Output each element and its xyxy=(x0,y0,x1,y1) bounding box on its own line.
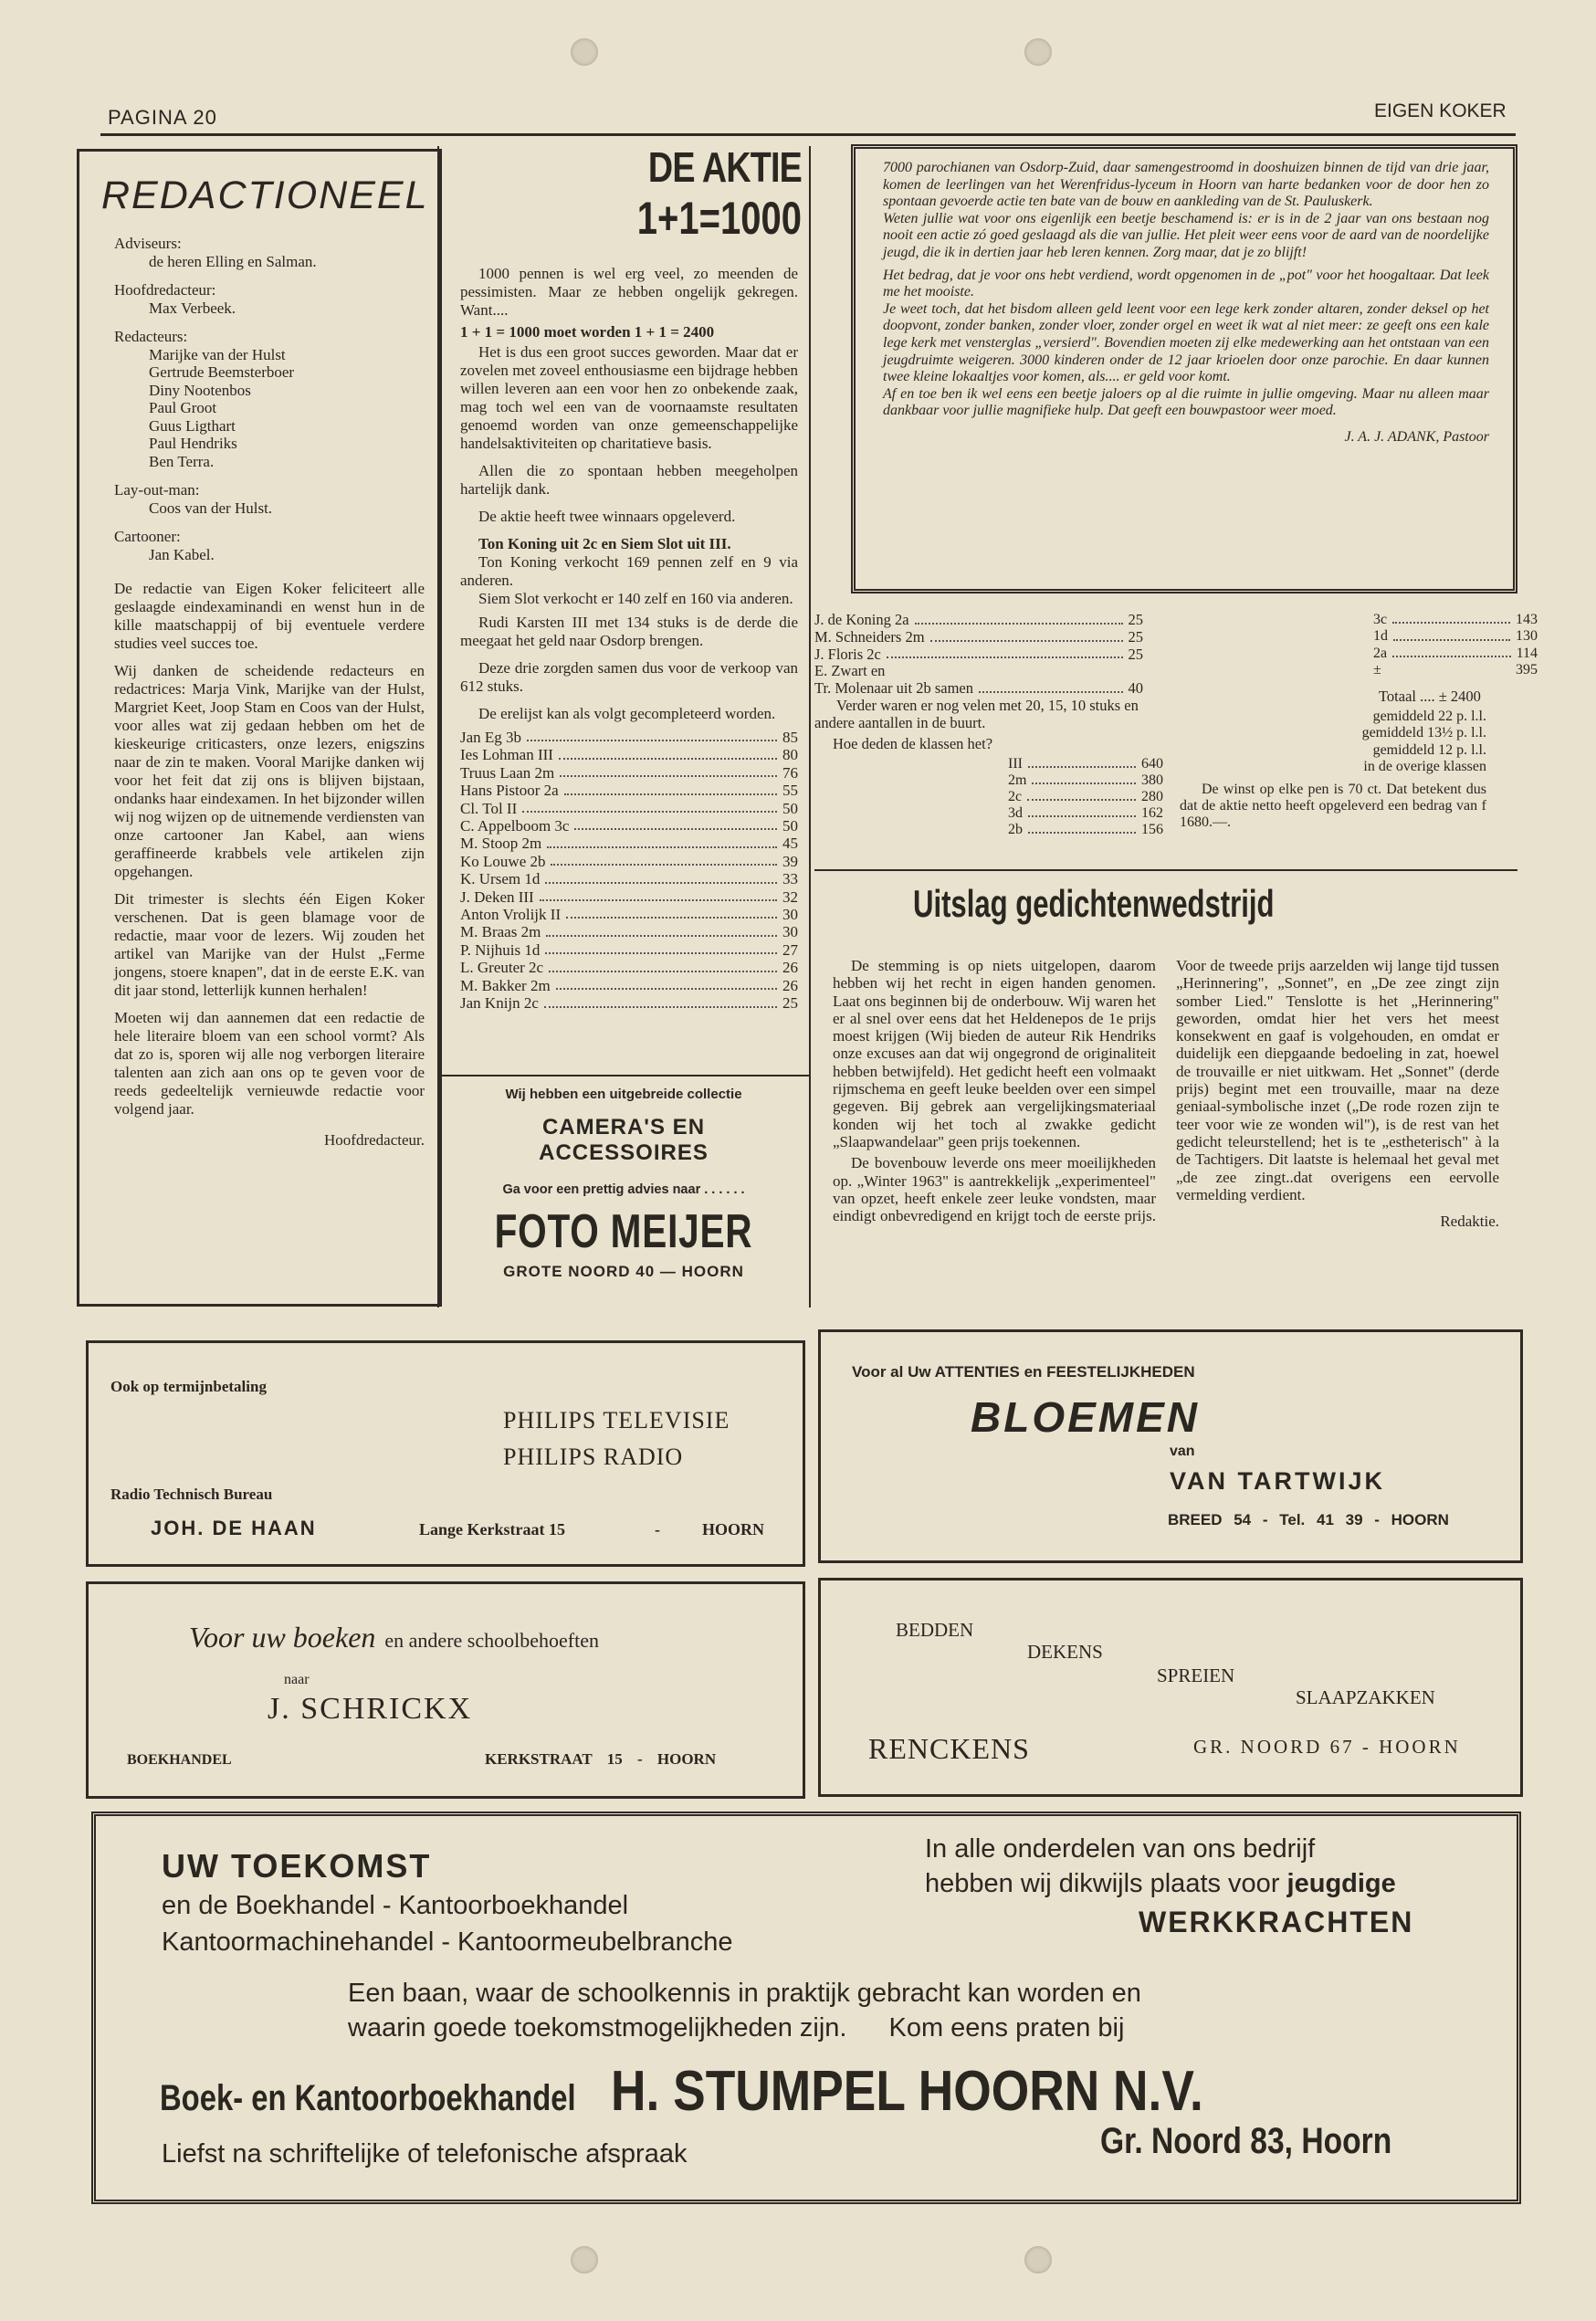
aktie-paragraph: Ton Koning verkocht 169 pennen zelf en 9 via anderen. xyxy=(460,553,798,589)
klas-row: 2b 156 xyxy=(1008,822,1163,838)
boeken-naar: naar xyxy=(284,1672,310,1687)
punch-hole xyxy=(571,2246,598,2274)
redacteurs-label: Redacteurs: xyxy=(114,328,188,345)
stumpel-l3: Kantoormachinehandel - Kantoormeubelbranche xyxy=(162,1927,733,1957)
punch-hole xyxy=(571,38,598,66)
klas-row: 2m 380 xyxy=(1008,772,1163,789)
erelijst xyxy=(460,729,798,1013)
stumpel-r3: WERKKRACHTEN xyxy=(1139,1906,1414,1938)
boeken-sub: en andere schoolbehoeften xyxy=(384,1629,599,1652)
column-rule xyxy=(809,146,811,1308)
aktie-subtitle: 1+1=1000 xyxy=(636,193,802,244)
redacteur: Paul Groot xyxy=(149,399,217,416)
klas-row: ± 395 xyxy=(1373,662,1538,678)
erelijst-row: Truus Laan 2m 76 xyxy=(460,763,798,782)
klas-row: 1d 130 xyxy=(1373,628,1538,645)
stumpel-r2: hebben wij dikwijls plaats voor jeugdige xyxy=(925,1869,1396,1898)
camera-line: CAMERA'S EN xyxy=(541,1115,706,1139)
gemiddeld: gemiddeld 12 p. l.l. xyxy=(1372,741,1486,758)
cartooner-label: Cartooner: xyxy=(114,528,181,545)
pastor-paragraph: Het bedrag, dat je voor ons hebt verdiend, wordt opgenomen in de „pot" voor het hoogaltaar. Dat leek me het mooiste. xyxy=(883,267,1489,300)
aktie-winners: Ton Koning uit 2c en Siem Slot uit III. xyxy=(478,535,731,552)
stumpel-big2: H. STUMPEL HOORN N.V. xyxy=(610,2060,1203,2123)
erelijst-row: K. Ursem 1d 33 xyxy=(460,870,798,888)
boeken-line xyxy=(189,1621,599,1654)
redactioneel-title: REDACTIONEEL xyxy=(101,173,429,217)
redactioneel-paragraph: Moeten wij dan aannemen dat een redactie de hele literaire bloem van een school vormt? Als dat zo is, sporen wij alle nog verborgen literaire talenten aan zich aan ons op te geven voor de reeds gedeeltelijk vernieuwde redactie voor volgend jaar. xyxy=(114,1009,425,1118)
erelijst-row: J. de Koning 2a 25 xyxy=(814,611,1143,628)
erelijst-row: Ies Lohman III 80 xyxy=(460,746,798,764)
aktie-paragraph: 1000 pennen is wel erg veel, zo meenden de pessimisten. Maar ze hebben ongelijk gekregen. Want.... xyxy=(460,265,798,319)
aktie-paragraph: Het is dus een groot succes geworden. Maar dat er zovelen met zoveel enthousiasme een bijdrage hebben willen leveren aan een voor hen zo onbekende zaak, mag toch wel een van de voornaamste resultaten genoemd worden van onze gemeenschappelijke handelsaktiviteiten op charitatieve basis. xyxy=(460,343,798,452)
redacteur: Gertrude Beemsterboer xyxy=(149,363,295,381)
uitslag-signature: Redaktie. xyxy=(1440,1213,1499,1231)
gemiddeld: gemiddeld 13½ p. l.l. xyxy=(1361,725,1486,741)
aktie-paragraph: Deze drie zorgden samen dus voor de verkoop van 612 stuks. xyxy=(460,659,798,695)
klas-row: 2a 114 xyxy=(1373,645,1538,661)
hoofdredacteur: Max Verbeek. xyxy=(149,299,236,317)
erelijst-row: J. Floris 2c 25 xyxy=(814,645,1143,663)
stumpel-big xyxy=(160,2059,1299,2124)
klas-row: III 640 xyxy=(1008,756,1163,772)
bloemen-big: BLOEMEN xyxy=(971,1393,1200,1441)
aktie-title: DE AKTIE xyxy=(647,143,802,191)
erelijst-row: Anton Vrolijk II 30 xyxy=(460,906,798,924)
cartooner: Jan Kabel. xyxy=(149,545,215,563)
stumpel-b1: Liefst na schriftelijke of telefonische afspraak xyxy=(162,2139,688,2169)
uitslag-paragraph: De bovenbouw leverde ons meer moeilijkheden op. „Winter 1963" is aantrekkelijk „experimenteel" van opzet, heeft enkele zeer leuke vondsten, maar eindigt onbevredigend en krijgt toch de eerste prijs. Voor de tweede prijs aarzelden wij lange tijd tussen „Herinnering", „Sonnet", en „De zee zingt zijn somber Lied." Tenslotte is het „Herinnering" geworden, omdat hier het vers het meest konsekwent en gaaf is volgehouden, en omdat er duidelijk een diepgaande bedoeling in zat, hoewel de trouvaille er niet uitkwam. Het „Sonnet" (derde prijs) begint met een trouvaille, maar na deze geniaal-symbolische inzet („De rode rozen zijn te teer voor wie ze wonden wil"), is de rest van het gedicht teleurstellend; het is te „estheterisch" à la de Tachtigers. Dit laatste is helemaal het geval met „de zee zingt..dat overigens een eervolle vermelding verdient. xyxy=(833,957,1499,1225)
philips-bureau: Radio Technisch Bureau xyxy=(110,1486,273,1503)
ad-j-schrickx xyxy=(86,1581,805,1799)
philips-line: PHILIPS RADIO xyxy=(503,1444,684,1470)
pastor-paragraph: Af en toe ben ik wel eens een beetje jaloers op al die ruimte in jullie omgeving. Maar nu alleen maar dankbaar voor jullie magnifieke hulp. Dat geeft een bouwpastoor weer moed. xyxy=(883,385,1489,419)
boeken-name: J. SCHRICKX xyxy=(268,1692,473,1726)
gemiddeld: gemiddeld 22 p. l.l. xyxy=(1372,709,1486,725)
totaal: Totaal .... ± 2400 xyxy=(1379,687,1481,705)
aktie-continuation xyxy=(814,611,1163,838)
bloemen-name: VAN TARTWIJK xyxy=(1170,1467,1385,1495)
bloemen-address: BREED 54 - Tel. 41 39 - HOORN xyxy=(1168,1511,1449,1528)
paper-name: EIGEN KOKER xyxy=(1374,100,1507,121)
winst: De winst op elke pen is 70 ct. Dat betekent dus dat de aktie netto heeft opgeleverd een bedrag van f 1680.—. xyxy=(1180,781,1486,831)
redactioneel-paragraph: Wij danken de scheidende redacteurs en redactrices: Marja Vink, Marijke van der Hulst, Margriet Keet, Joop Stam en Coos van der Hulst, voor alles wat zij gedaan hebben om het de kieskeurige criticasters, onze lezers, enigszins naar de zin te maken. Vooral Marijke danken wij voor het feit dat zij ons is blijven bijstaan, ondanks haar eindexamen. In het bijzonder willen wij nog wijzen op de uitnemende verdiensten van onze cartooner Jan Kabel, aan wiens geraffineerde krabbels vele artikelen zijn opgehangen. xyxy=(114,662,425,880)
aktie-column xyxy=(446,137,802,1013)
erelijst-row: P. Nijhuis 1d 27 xyxy=(460,940,798,959)
klas-row: 3d 162 xyxy=(1008,805,1163,822)
renckens-word: SLAAPZAKKEN xyxy=(1296,1686,1435,1708)
boeken-main: Voor uw boeken xyxy=(189,1621,376,1654)
page-number: PAGINA 20 xyxy=(108,106,217,129)
klas-row: 2c 280 xyxy=(1008,789,1163,805)
stumpel-m2b: Kom eens praten bij xyxy=(888,2013,1125,2043)
aktie-paragraph: De aktie heeft twee winnaars opgeleverd. xyxy=(478,508,736,525)
aktie-paragraph: De erelijst kan als volgt gecompleteerd worden. xyxy=(478,705,776,722)
renckens-word: SPREIEN xyxy=(1157,1665,1235,1686)
uitslag-title: Uitslag gedichtenwedstrijd xyxy=(913,882,1275,925)
boeken-right: KERKSTRAAT 15 - HOORN xyxy=(485,1750,717,1768)
column-rule xyxy=(437,146,439,1308)
boeken-left: BOEKHANDEL xyxy=(127,1752,232,1768)
aktie-verder: Verder waren er nog velen met 20, 15, 10 stuks en andere aantallen in de buurt. xyxy=(814,696,1139,731)
punch-hole xyxy=(1024,2246,1052,2274)
camera-address: GROTE NOORD 40 — HOORN xyxy=(503,1263,744,1280)
klassen-question: Hoe deden de klassen het? xyxy=(833,734,993,752)
erelijst-row: C. Appelboom 3c 50 xyxy=(460,817,798,835)
renckens-address: GR. NOORD 67 - HOORN xyxy=(1193,1736,1461,1758)
renckens-word: BEDDEN xyxy=(896,1619,974,1641)
erelijst-row: M. Schneiders 2m 25 xyxy=(814,627,1143,646)
pastor-paragraph: 7000 parochianen van Osdorp-Zuid, daar samengestroomd in dooshuizen binnen de tijd van drie jaar, komen de leerlingen van het Werenfridus-lyceum in Hoorn van harte bedanken voor de door hen zo spontaan gevoerde actie ten bate van de bouw en aankleding van de St. Pauluskerk. xyxy=(883,160,1489,210)
stumpel-r1: In alle onderdelen van ons bedrijf xyxy=(925,1834,1316,1864)
layout-label: Lay-out-man: xyxy=(114,481,200,499)
stumpel-l2: en de Boekhandel - Kantoorboekhandel xyxy=(162,1891,629,1920)
redacteur: Guus Ligthart xyxy=(149,416,236,435)
ad-renckens xyxy=(818,1578,1523,1797)
erelijst-row: M. Stoop 2m 45 xyxy=(460,835,798,853)
ad-stumpel xyxy=(91,1812,1521,2204)
philips-address: Lange Kerkstraat 15 xyxy=(419,1520,565,1539)
erelijst-row: Ko Louwe 2b 39 xyxy=(460,852,798,870)
adviseurs: de heren Elling en Salman. xyxy=(149,252,317,270)
camera-line: ACCESSOIRES xyxy=(539,1140,709,1165)
uitslag-rule xyxy=(814,869,1517,871)
erelijst-row: J. Deken III 32 xyxy=(460,887,798,906)
ad-foto-meijer xyxy=(442,1087,805,1281)
aktie-totals xyxy=(1180,612,1538,832)
stumpel-m1: Een baan, waar de schoolkennis in praktijk gebracht kan worden en xyxy=(348,1979,1141,2008)
bloemen-top: Voor al Uw ATTENTIES en FEESTELIJKHEDEN xyxy=(852,1363,1195,1381)
pastor-letter-box xyxy=(851,144,1517,593)
stumpel-b2: Gr. Noord 83, Hoorn xyxy=(1100,2121,1392,2161)
erelijst-row: Jan Knijn 2c 25 xyxy=(460,994,798,1013)
pastor-paragraph: Je weet toch, dat het bisdom alleen geld leent voor een lege kerk zonder altaren, zonder deksel op het doopvont, zonder banken, zonder vloer, zonder orgel en weet ik wat al niet meer: ze geeft ons een kale lege kerk met vensterglas „versierd". Bovendien moeten zij elke medewerking aan het ontstaan van een jeugdruimte weigeren. 3000 kinderen onder de 12 jaar krioelen door onze parochie. En daar kunnen twee kleine lokaaltjes voor komen, als.... er geld voor komt. xyxy=(883,300,1489,385)
foto-meijer-name: FOTO MEIJER xyxy=(494,1205,753,1258)
renckens-word: DEKENS xyxy=(1027,1641,1103,1663)
redacteur: Diny Nootenbos xyxy=(149,381,251,399)
erelijst-row: L. Greuter 2c 26 xyxy=(460,959,798,977)
camera-line: Wij hebben een uitgebreide collectie xyxy=(505,1087,742,1102)
philips-name: JOH. DE HAAN xyxy=(151,1517,317,1539)
erelijst-row: M. Bakker 2m 26 xyxy=(460,976,798,994)
pastor-paragraph: Weten jullie wat voor ons eigenlijk een beetje beschamend is: er is in de 2 jaar van ons bestaan nog nooit een actie zó goed geslaagd als die van jullie. Het pleit weer eens voor de aard van de noordelijke jeugd, die ik in dertien jaar heb leren kennen. Zorg maar, dat je zo blijft! xyxy=(883,210,1489,260)
aktie-formula: 1 + 1 = 1000 moet worden 1 + 1 = 2400 xyxy=(460,323,715,341)
erelijst-row: Cl. Tol II 50 xyxy=(460,799,798,817)
camera-line: Ga voor een prettig advies naar . . . . . . xyxy=(502,1182,745,1197)
philips-top: Ook op termijnbetaling xyxy=(110,1378,267,1395)
ad-joh-de-haan xyxy=(86,1340,805,1567)
erelijst-row: Hans Pistoor 2a 55 xyxy=(460,782,798,800)
adviseurs-label: Adviseurs: xyxy=(114,235,182,252)
redacteur: Marijke van der Hulst xyxy=(149,345,286,363)
layout-man: Coos van der Hulst. xyxy=(149,499,273,517)
redactioneel-signature: Hoofdredacteur. xyxy=(324,1131,425,1149)
aktie-paragraph: Siem Slot verkocht er 140 zelf en 160 via anderen. xyxy=(478,590,793,607)
klas-row: 3c 143 xyxy=(1373,612,1538,627)
philips-city: HOORN xyxy=(702,1520,765,1539)
redactioneel-paragraph: De redactie van Eigen Koker feliciteert alle geslaagde eindexaminandi en wenst hun in de kille maatschappij of bij eventuele verdere studies veel succes toe. xyxy=(114,580,425,652)
ad-van-tartwijk xyxy=(818,1329,1523,1563)
uitslag-paragraph: De stemming is op niets uitgelopen, daarom hebben wij het recht in eigen handen genomen. Laat ons beginnen bij de onderbouw. Wij waren het er al snel over eens dat het Heldenepos de 1e prijs moest krijgen (Wij bieden de auteur Rik Hendriks onze excuses aan dat wij ongegrond de originaliteit hebben betwijfeld). Het gedicht heeft een volmaakt rijmschema en geeft leuke beelden over een simpel gegeven. Bij gebrek aan vergelijkingsmateriaal konden wij het toch al zwakke gedicht „Slaapwandelaar" geen prijs toekennen. xyxy=(833,957,1156,1150)
bloemen-van: van xyxy=(1170,1444,1195,1459)
uitslag-text xyxy=(833,957,1499,1295)
redacteur: Ben Terra. xyxy=(149,452,215,470)
erelijst-row: Tr. Molenaar uit 2b samen 40 xyxy=(814,679,1143,698)
redacteur: Paul Hendriks xyxy=(149,435,237,452)
stumpel-m2: waarin goede toekomstmogelijkheden zijn. Kom eens praten bij xyxy=(348,2013,1125,2043)
aktie-paragraph: Rudi Karsten III met 134 stuks is de derde die meegaat het geld naar Osdorp brengen. xyxy=(460,614,798,649)
hoofdredacteur-label: Hoofdredacteur: xyxy=(114,281,216,299)
renckens-name: RENCKENS xyxy=(868,1732,1030,1765)
erelijst-row: M. Braas 2m 30 xyxy=(460,923,798,941)
aktie-paragraph: Allen die zo spontaan hebben meegeholpen hartelijk dank. xyxy=(460,462,798,498)
punch-hole xyxy=(1024,38,1052,66)
erelijst-row: Jan Eg 3b 85 xyxy=(460,729,798,746)
stumpel-jeugdige: jeugdige xyxy=(1286,1869,1396,1898)
stumpel-l1: UW TOEKOMST xyxy=(162,1847,432,1885)
erelijst-row: E. Zwart en xyxy=(814,662,886,680)
gemiddeld: in de overige klassen xyxy=(1363,759,1486,775)
redactioneel-paragraph: Dit trimester is slechts één Eigen Koker verschenen. Dat is geen blamage voor de redactie, maar voor de lezers. Wij zouden het artikel van Marijke van der Hulst „Ferme jongens, stoere knapen", dat in de eerste E.K. van dit jaar stond, letterlijk kunnen herhalen! xyxy=(114,890,425,999)
pastor-signature: J. A. J. ADANK, Pastoor xyxy=(1344,428,1489,445)
header-rule xyxy=(100,133,1516,136)
philips-line: PHILIPS TELEVISIE xyxy=(503,1407,730,1434)
philips-dash: - xyxy=(655,1520,660,1539)
stumpel-big1: Boek- en Kantoorboekhandel xyxy=(160,2078,576,2118)
redactioneel-box xyxy=(77,149,442,1307)
section-rule xyxy=(438,1075,809,1076)
